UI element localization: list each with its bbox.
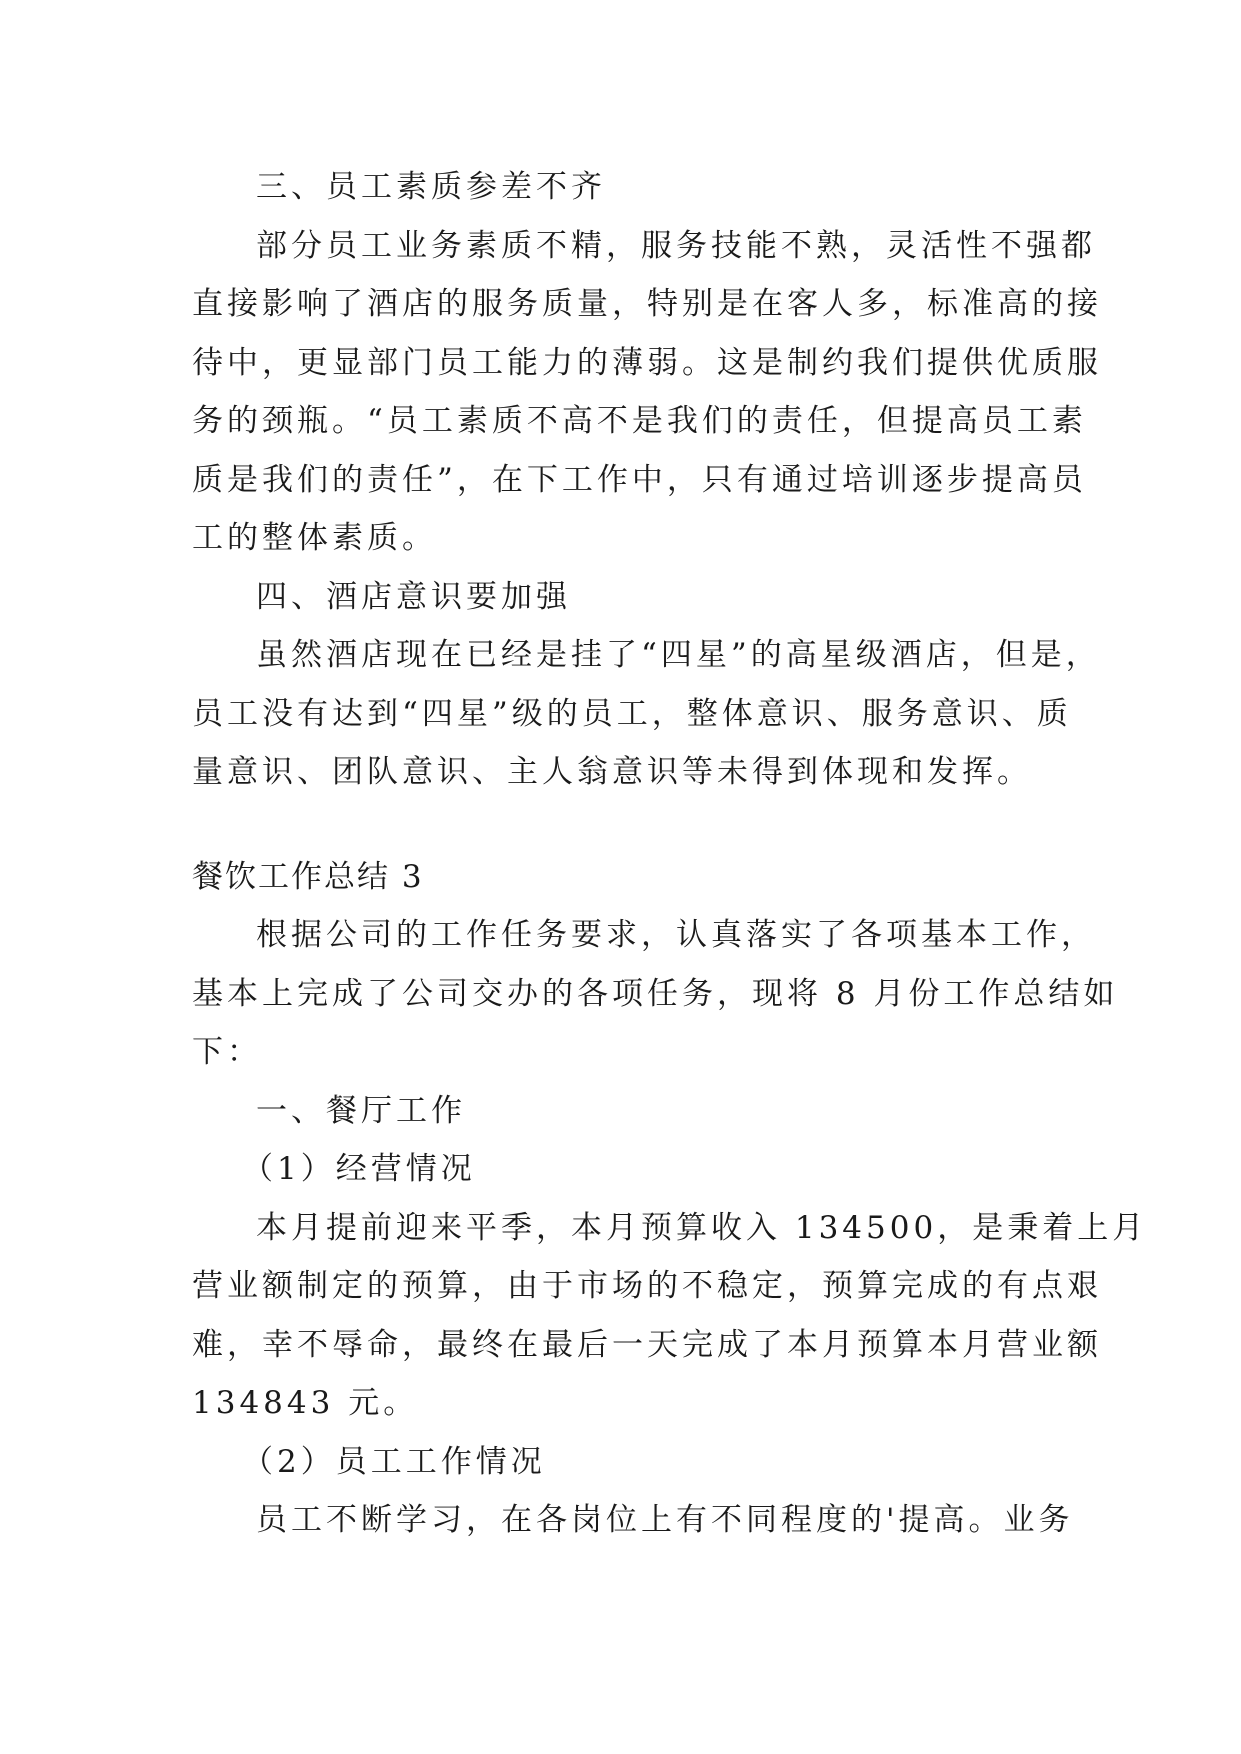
paragraph-line: 本月提前迎来平季，本月预算收入 134500，是秉着上月 bbox=[256, 1209, 1148, 1246]
paragraph-line: 工的整体素质。 bbox=[192, 520, 437, 556]
section-heading: 四、酒店意识要加强 bbox=[256, 578, 571, 615]
paragraph-line: 难，幸不辱命，最终在最后一天完成了本月预算本月营业额 bbox=[192, 1326, 1102, 1363]
paragraph-line: 134843 元。 bbox=[192, 1385, 419, 1421]
paragraph-line: 虽然酒店现在已经是挂了“四星”的高星级酒店，但是， bbox=[256, 637, 1101, 673]
paragraph bbox=[192, 1199, 1148, 1433]
paragraph-line: 务的颈瓶。“员工素质不高不是我们的责任，但提高员工素 bbox=[192, 403, 1087, 439]
paragraph bbox=[192, 217, 1102, 568]
paragraph-line: 员工没有达到“四星”级的员工，整体意识、服务意识、质 bbox=[192, 695, 1072, 732]
document-body bbox=[192, 158, 1148, 1550]
paragraph-line: 待中，更显部门员工能力的薄弱。这是制约我们提供优质服 bbox=[192, 344, 1102, 381]
paragraph-line: 根据公司的工作任务要求，认真落实了各项基本工作， bbox=[256, 917, 1096, 953]
paragraph-line: 下： bbox=[192, 1034, 262, 1070]
paragraph-line: 营业额制定的预算，由于市场的不稳定，预算完成的有点艰 bbox=[192, 1268, 1102, 1304]
article-title: 餐饮工作总结 3 bbox=[192, 858, 424, 895]
paragraph-line: 员工不断学习，在各岗位上有不同程度的'提高。业务 bbox=[256, 1502, 1074, 1538]
subsection-heading: （1）经营情况 bbox=[242, 1151, 476, 1187]
paragraph bbox=[192, 906, 1119, 1082]
section-heading: 一、餐厅工作 bbox=[256, 1092, 466, 1129]
subsection-heading: （2）员工工作情况 bbox=[242, 1443, 546, 1480]
paragraph bbox=[192, 626, 1101, 802]
paragraph bbox=[192, 1491, 1074, 1550]
section-heading: 三、员工素质参差不齐 bbox=[256, 169, 606, 205]
paragraph-line: 直接影响了酒店的服务质量，特别是在客人多，标准高的接 bbox=[192, 286, 1102, 322]
paragraph-line: 质是我们的责任”，在下工作中，只有通过培训逐步提高员 bbox=[192, 461, 1087, 498]
paragraph-line: 部分员工业务素质不精，服务技能不熟，灵活性不强都 bbox=[256, 227, 1096, 264]
paragraph-line: 基本上完成了公司交办的各项任务，现将 8 月份工作总结如 bbox=[192, 975, 1119, 1012]
spacer bbox=[192, 802, 1054, 848]
paragraph-line: 量意识、团队意识、主人翁意识等未得到体现和发挥。 bbox=[192, 754, 1032, 790]
